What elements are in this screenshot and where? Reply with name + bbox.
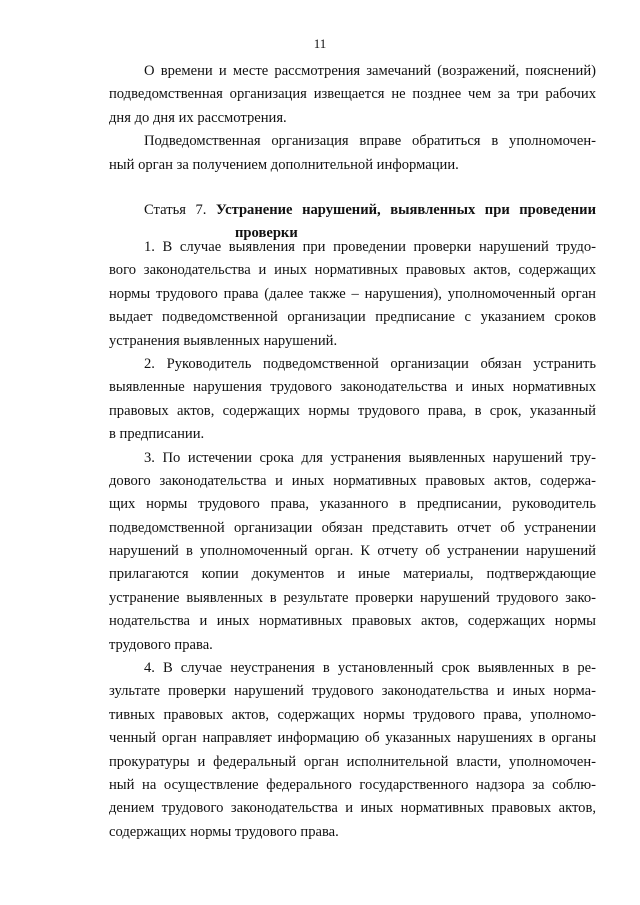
page-number: 11	[313, 36, 327, 51]
paragraph-line: прокуратуры и федеральный орган исполнительной власти, уполномочен-	[109, 753, 596, 770]
top-text-block	[109, 60, 596, 177]
paragraph-line: правовых актов, содержащих нормы трудового права, в срок, указанный	[109, 402, 596, 419]
paragraph-line: в предписании.	[109, 426, 205, 443]
paragraph-line: Подведомственная организация вправе обратиться в уполномочен-	[144, 133, 596, 150]
paragraph	[109, 447, 596, 658]
paragraph	[109, 236, 596, 353]
paragraph-line: трудового права.	[109, 636, 213, 653]
paragraph-line: содержащих нормы трудового права.	[109, 823, 339, 840]
paragraph-line: подведомственная организация извещается не позднее чем за три рабочих	[109, 86, 596, 103]
paragraph-line: нодательства и иных нормативных правовых актов, содержащих нормы	[109, 613, 596, 630]
paragraph-line: выявленные нарушения трудового законодательства и иных нормативных	[109, 379, 596, 396]
paragraph-line: дового законодательства и иных нормативных правовых актов, содержа-	[109, 472, 596, 489]
article-title-continued: проверки	[235, 225, 298, 242]
paragraph-line: нормы трудового права (далее также – нарушения), уполномоченный орган	[109, 285, 596, 302]
paragraph-line: подведомственной организации обязан представить отчет об устранении	[109, 519, 596, 536]
paragraph-line: выдает подведомственной организации предписание с указанием сроков	[109, 309, 596, 326]
paragraph-line: О времени и месте рассмотрения замечаний (возражений, пояснений)	[144, 63, 596, 79]
paragraph	[109, 353, 596, 447]
paragraph	[109, 130, 596, 177]
paragraph-line: дением трудового законодательства и иных нормативных правовых актов,	[109, 800, 596, 817]
paragraph-line: ный на осуществление федерального государственного надзора за соблю-	[109, 776, 596, 793]
paragraph	[109, 657, 596, 844]
paragraph-line: 2. Руководитель подведомственной организации обязан устранить	[144, 355, 596, 372]
paragraph-line: тивных правовых актов, содержащих нормы трудового права, уполномо-	[109, 706, 596, 723]
paragraph-line: прилагаются копии документов и иные материалы, подтверждающие	[109, 566, 596, 583]
article-text-block	[109, 236, 596, 844]
article-heading-line	[109, 199, 596, 222]
paragraph-line: дня до дня их рассмотрения.	[109, 109, 287, 126]
paragraph-line: ченный орган направляет информацию об указанных нарушениях в органы	[109, 730, 596, 747]
article-title: Устранение нарушений, выявленных при проведении	[215, 202, 596, 218]
paragraph-line: 3. По истечении срока для устранения выявленных нарушений тру-	[144, 449, 596, 466]
paragraph-line: вого законодательства и иных нормативных правовых актов, содержащих	[109, 262, 596, 279]
paragraph-line: ный орган за получением дополнительной информации.	[109, 156, 459, 173]
paragraph	[109, 60, 596, 130]
paragraph-line: зультате проверки нарушений трудового законодательства и иных норма-	[109, 683, 596, 700]
article-label: Статья 7.	[144, 202, 207, 218]
paragraph-line: 4. В случае неустранения в установленный срок выявленных в ре-	[144, 660, 596, 677]
paragraph-line: щих нормы трудового права, указанного в предписании, руководитель	[109, 496, 596, 513]
paragraph-line: 1. В случае выявления при проведении проверки нарушений трудо-	[144, 239, 596, 255]
paragraph-line: устранения выявленных нарушений.	[109, 332, 338, 349]
paragraph-line: нарушений в уполномоченный орган. К отчету об устранении нарушений	[109, 543, 596, 560]
paragraph-line: устранение выявленных в результате проверки нарушений трудового зако-	[109, 589, 596, 606]
